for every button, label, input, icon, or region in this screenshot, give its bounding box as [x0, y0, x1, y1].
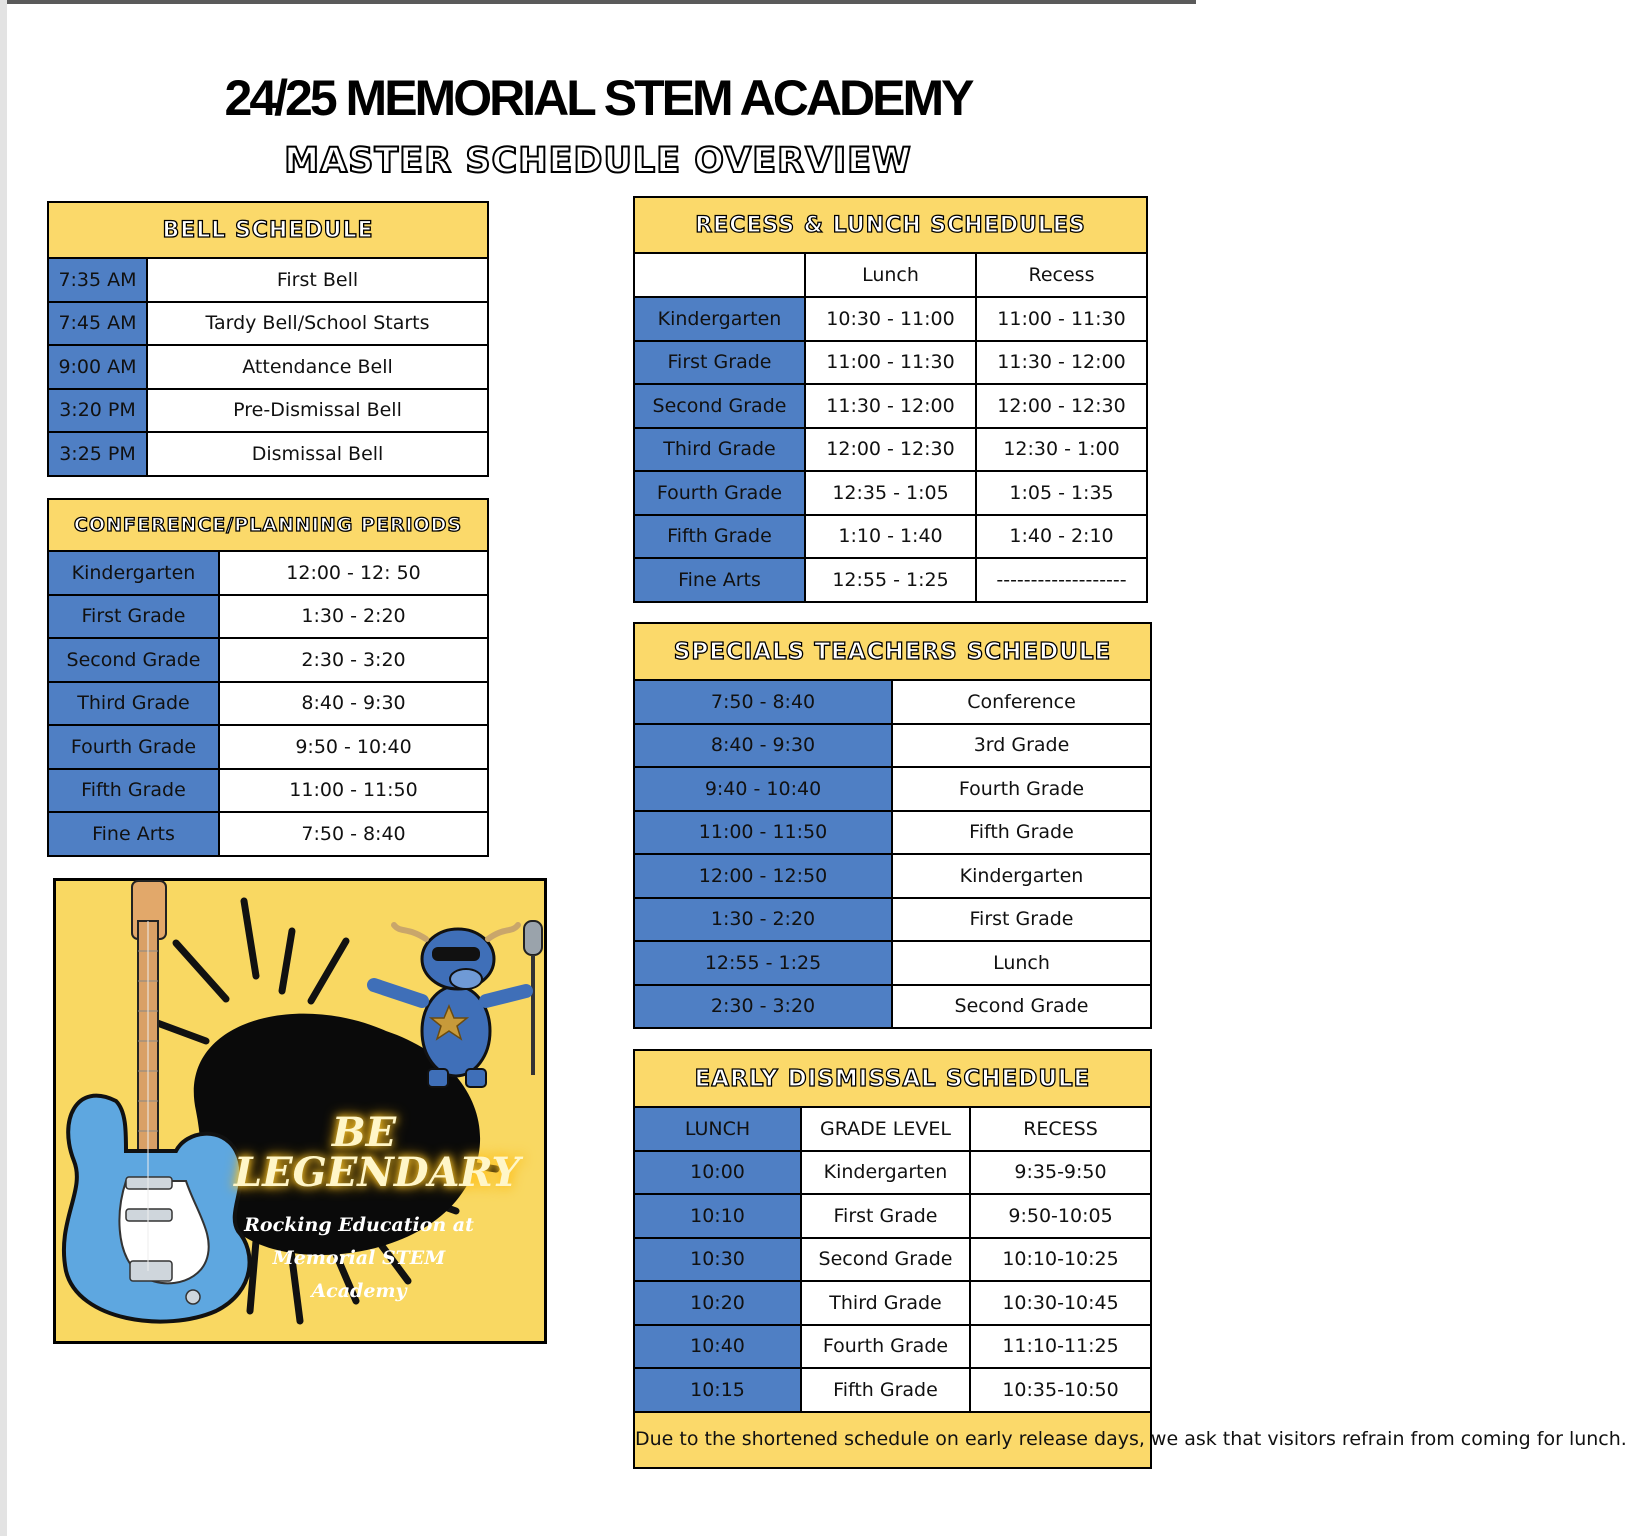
table-row [48, 345, 488, 389]
recess-grade: Fine Arts [634, 558, 805, 602]
conference-heading: CONFERENCE/PLANNING PERIODS [48, 499, 488, 551]
early-recess: 10:30-10:45 [970, 1281, 1151, 1325]
table-row [634, 1368, 1151, 1412]
table-row [634, 898, 1151, 942]
table-row [48, 551, 488, 595]
bell-time: 7:45 AM [48, 302, 147, 346]
bell-time: 7:35 AM [48, 258, 147, 302]
table-row [48, 638, 488, 682]
table-row [634, 767, 1151, 811]
recess-time: 12:00 - 12:30 [976, 384, 1147, 428]
early-grade: First Grade [801, 1194, 970, 1238]
early-lunch: 10:30 [634, 1238, 801, 1282]
recess-grade: Third Grade [634, 428, 805, 472]
table-row [634, 724, 1151, 768]
lunch-time: 10:30 - 11:00 [805, 297, 976, 341]
lunch-column-header: LUNCH [634, 1107, 801, 1151]
grade-column-header: GRADE LEVEL [801, 1107, 970, 1151]
specials-heading: SPECIALS TEACHERS SCHEDULE [634, 623, 1151, 680]
lunch-time: 1:10 - 1:40 [805, 515, 976, 559]
table-row [634, 384, 1147, 428]
bell-event: Pre-Dismissal Bell [147, 389, 488, 433]
early-dismissal-heading: EARLY DISMISSAL SCHEDULE [634, 1050, 1151, 1107]
bell-event: Tardy Bell/School Starts [147, 302, 488, 346]
specials-activity: Second Grade [892, 985, 1151, 1029]
bell-event: Attendance Bell [147, 345, 488, 389]
conference-grade: Fourth Grade [48, 725, 219, 769]
empty-header-cell [634, 253, 805, 297]
table-row [634, 1238, 1151, 1282]
recess-time: 11:30 - 12:00 [976, 341, 1147, 385]
bell-time: 3:25 PM [48, 432, 147, 476]
recess-lunch-heading: RECESS & LUNCH SCHEDULES [634, 197, 1147, 253]
table-header-row [634, 253, 1147, 297]
table-row [48, 682, 488, 726]
early-dismissal-note: Due to the shortened schedule on early release days, we ask that visitors refrain from coming for lunch. [634, 1412, 1151, 1468]
conference-time: 1:30 - 2:20 [219, 595, 488, 639]
conference-time: 8:40 - 9:30 [219, 682, 488, 726]
recess-grade: Fourth Grade [634, 471, 805, 515]
specials-activity: 3rd Grade [892, 724, 1151, 768]
early-lunch: 10:10 [634, 1194, 801, 1238]
table-row [634, 811, 1151, 855]
conference-time: 12:00 - 12: 50 [219, 551, 488, 595]
early-recess: 9:50-10:05 [970, 1194, 1151, 1238]
specials-time: 8:40 - 9:30 [634, 724, 892, 768]
specials-time: 7:50 - 8:40 [634, 680, 892, 724]
early-lunch: 10:40 [634, 1325, 801, 1369]
page-top-border [0, 0, 1196, 4]
table-row [48, 389, 488, 433]
bell-time: 9:00 AM [48, 345, 147, 389]
page-left-border [0, 0, 7, 1536]
conference-time: 7:50 - 8:40 [219, 812, 488, 856]
bell-schedule-table [47, 201, 489, 477]
table-row [634, 1281, 1151, 1325]
specials-time: 9:40 - 10:40 [634, 767, 892, 811]
specials-activity: Kindergarten [892, 854, 1151, 898]
specials-time: 11:00 - 11:50 [634, 811, 892, 855]
be-legendary-graphic [53, 878, 547, 1344]
lunch-time: 12:00 - 12:30 [805, 428, 976, 472]
early-recess: 10:35-10:50 [970, 1368, 1151, 1412]
table-header-row [634, 1107, 1151, 1151]
specials-activity: First Grade [892, 898, 1151, 942]
table-row [48, 769, 488, 813]
early-grade: Kindergarten [801, 1151, 970, 1195]
early-dismissal-table [633, 1049, 1627, 1469]
specials-activity: Lunch [892, 941, 1151, 985]
table-row [634, 297, 1147, 341]
early-recess: 11:10-11:25 [970, 1325, 1151, 1369]
table-row [48, 812, 488, 856]
recess-column-header: RECESS [970, 1107, 1151, 1151]
specials-table [633, 622, 1152, 1029]
specials-time: 12:55 - 1:25 [634, 941, 892, 985]
page-title: 24/25 MEMORIAL STEM ACADEMY [224, 70, 972, 126]
conference-grade: First Grade [48, 595, 219, 639]
early-grade: Third Grade [801, 1281, 970, 1325]
conference-time: 2:30 - 3:20 [219, 638, 488, 682]
page-subtitle: MASTER SCHEDULE OVERVIEW [284, 141, 912, 181]
recess-lunch-table [633, 196, 1148, 603]
conference-grade: Fine Arts [48, 812, 219, 856]
recess-grade: First Grade [634, 341, 805, 385]
table-row [48, 595, 488, 639]
bell-time: 3:20 PM [48, 389, 147, 433]
specials-time: 2:30 - 3:20 [634, 985, 892, 1029]
specials-activity: Fifth Grade [892, 811, 1151, 855]
table-row [48, 258, 488, 302]
conference-time: 9:50 - 10:40 [219, 725, 488, 769]
recess-grade: Second Grade [634, 384, 805, 428]
early-recess: 10:10-10:25 [970, 1238, 1151, 1282]
early-grade: Fourth Grade [801, 1325, 970, 1369]
table-row [634, 428, 1147, 472]
specials-time: 1:30 - 2:20 [634, 898, 892, 942]
promo-subtitle: Rocking Education at Memorial STEM Academy [244, 1214, 474, 1302]
conference-grade: Kindergarten [48, 551, 219, 595]
conference-grade: Second Grade [48, 638, 219, 682]
early-lunch: 10:20 [634, 1281, 801, 1325]
conference-grade: Fifth Grade [48, 769, 219, 813]
early-grade: Second Grade [801, 1238, 970, 1282]
lunch-column-header: Lunch [805, 253, 976, 297]
table-row [634, 1151, 1151, 1195]
conference-table [47, 498, 489, 857]
recess-grade: Kindergarten [634, 297, 805, 341]
table-row [48, 432, 488, 476]
recess-time: 1:05 - 1:35 [976, 471, 1147, 515]
early-grade: Fifth Grade [801, 1368, 970, 1412]
lunch-time: 12:55 - 1:25 [805, 558, 976, 602]
conference-time: 11:00 - 11:50 [219, 769, 488, 813]
conference-grade: Third Grade [48, 682, 219, 726]
recess-time: 1:40 - 2:10 [976, 515, 1147, 559]
lunch-time: 12:35 - 1:05 [805, 471, 976, 515]
table-row [634, 985, 1151, 1029]
be-legendary-title: BE LEGENDARY [234, 1109, 521, 1196]
table-row [634, 1325, 1151, 1369]
table-row [634, 515, 1147, 559]
recess-grade: Fifth Grade [634, 515, 805, 559]
recess-column-header: Recess [976, 253, 1147, 297]
recess-time: 11:00 - 11:30 [976, 297, 1147, 341]
table-row [48, 302, 488, 346]
table-row [634, 471, 1147, 515]
early-lunch: 10:00 [634, 1151, 801, 1195]
table-row [634, 1194, 1151, 1238]
table-row [634, 558, 1147, 602]
recess-time: 12:30 - 1:00 [976, 428, 1147, 472]
table-row [48, 725, 488, 769]
specials-time: 12:00 - 12:50 [634, 854, 892, 898]
recess-time: ------------------- [976, 558, 1147, 602]
bell-event: Dismissal Bell [147, 432, 488, 476]
bell-event: First Bell [147, 258, 488, 302]
specials-activity: Conference [892, 680, 1151, 724]
lunch-time: 11:00 - 11:30 [805, 341, 976, 385]
lunch-time: 11:30 - 12:00 [805, 384, 976, 428]
table-row [634, 941, 1151, 985]
table-row [634, 680, 1151, 724]
table-row [634, 341, 1147, 385]
specials-activity: Fourth Grade [892, 767, 1151, 811]
table-row [634, 854, 1151, 898]
early-recess: 9:35-9:50 [970, 1151, 1151, 1195]
bell-schedule-heading: BELL SCHEDULE [48, 202, 488, 258]
early-lunch: 10:15 [634, 1368, 801, 1412]
